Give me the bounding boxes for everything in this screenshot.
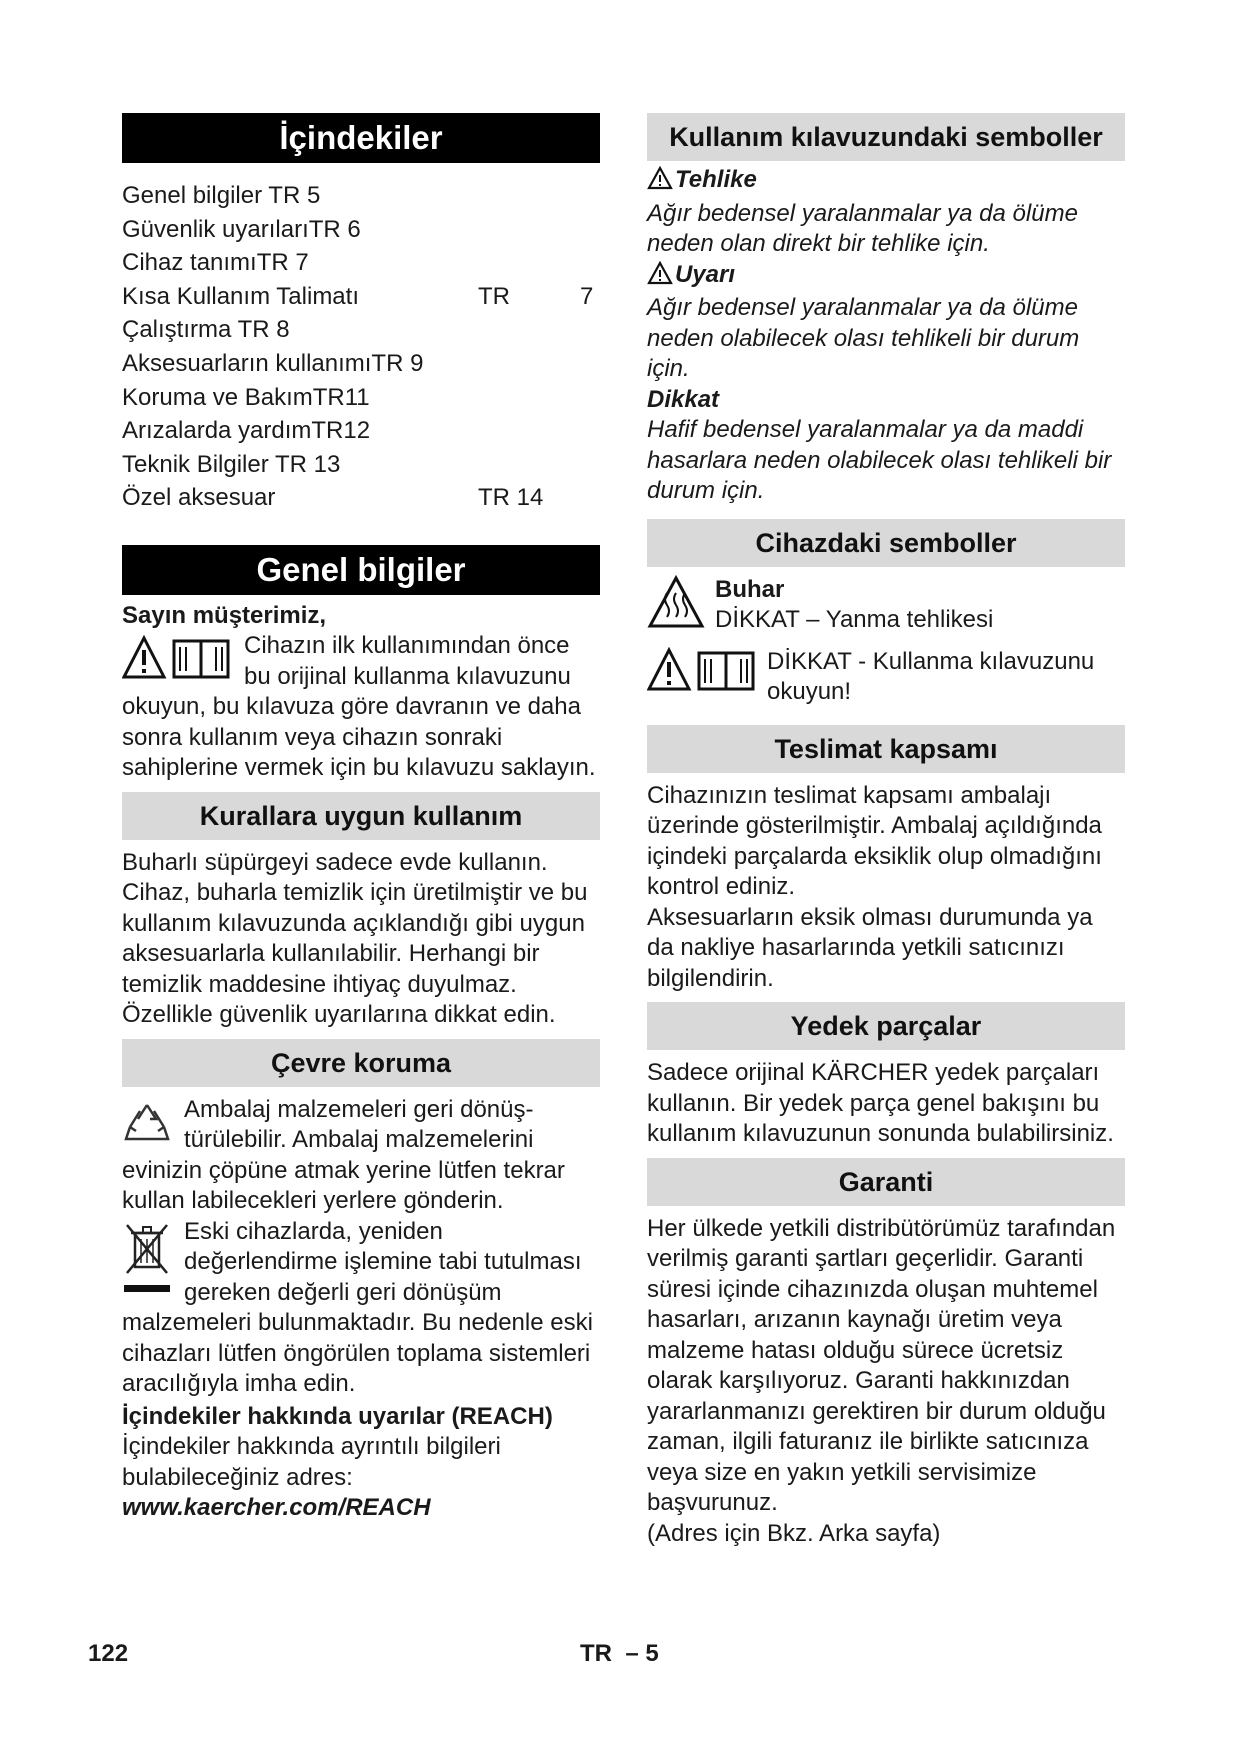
- read-manual-symbol-row: [647, 647, 1125, 707]
- toc-item[interactable]: Çalıştırma TR 8: [122, 316, 290, 344]
- warranty-note: (Adres için Bkz. Arka sayfa): [647, 1519, 941, 1547]
- recycle-icon: [122, 1101, 172, 1150]
- environment-heading: Çevre koruma: [122, 1039, 600, 1087]
- spare-parts-text: Sadece orijinal KÄRCHER yedek parçaları kullanın. Bir yedek parça genel bakışını bu kullanım kılavuzunun sonunda bulabilirsiniz.: [647, 1059, 1114, 1147]
- toc-item[interactable]: Koruma ve BakımTR11: [122, 383, 370, 411]
- salutation-text: Cihazın ilk kullanımından önce bu orijinal kullanma kılavuzunu okuyun, bu kılavuza göre davranın ve daha sonra kullanım veya cihazın sonraki sahiplerine vermek için bu kılavuzu saklayın.: [122, 632, 596, 782]
- toc-item[interactable]: Aksesuarların kullanımıTR 9: [122, 349, 424, 377]
- recycling-text: Eski cihazlarda, yeniden değerlendirme işlemine tabi tutulması gereken değerli geri dönüşüm malzemeleri bulunmaktadır. Bu nedenle eski cihazları lütfen öngörülen toplama sistemleri aracılığıyla imha edin.: [122, 1217, 593, 1398]
- table-of-contents: [122, 179, 600, 515]
- spare-parts-heading: Yedek parçalar: [647, 1002, 1125, 1050]
- warning-triangle-icon: [647, 166, 673, 199]
- toc-item[interactable]: Güvenlik uyarılarıTR 6: [122, 215, 361, 243]
- delivery-scope-text-2: Aksesuarların eksik olması durumunda ya da nakliye hasarlarında yetkili satıcınızı bilgilendirin.: [647, 903, 1093, 992]
- toc-item[interactable]: Arızalarda yardımTR12: [122, 417, 371, 445]
- manual-symbols-heading: Kullanım kılavuzundaki semboller: [647, 113, 1125, 161]
- delivery-scope-text: Cihazınızın teslimat kapsamı ambalajı üzerinde gösterilmiştir. Ambalaj açıldığında içindeki parçalarda eksiklik olup olmadığını kontrol ediniz.: [647, 781, 1102, 900]
- caution-label: Dikkat: [647, 385, 720, 413]
- page-number: 122: [88, 1640, 129, 1667]
- toc-item[interactable]: Genel bilgiler TR 5: [122, 182, 321, 209]
- device-symbols-heading: Cihazdaki semboller: [647, 519, 1125, 567]
- caution-text: Hafif bedensel yaralanmalar ya da maddi hasarlara neden olabilecek olası tehlikeli bir durum için.: [647, 416, 1112, 504]
- reach-heading: İçindekiler hakkında uyarılar (REACH): [122, 1402, 553, 1430]
- read-manual-icon: [122, 635, 232, 686]
- toc-item[interactable]: Kısa Kullanım Talimatı TR 7: [122, 282, 594, 310]
- danger-label: Tehlike: [647, 165, 1125, 199]
- delivery-scope-heading: Teslimat kapsamı: [647, 725, 1125, 773]
- reach-link[interactable]: www.kaercher.com/REACH: [122, 1494, 431, 1522]
- proper-use-heading: Kurallara uygun kullanım: [122, 792, 600, 840]
- right-column: [647, 113, 1125, 1549]
- warranty-heading: Garanti: [647, 1158, 1125, 1206]
- toc-item[interactable]: Cihaz tanımıTR 7: [122, 249, 309, 277]
- toc-heading: İçindekiler: [122, 113, 600, 163]
- warning-text: Ağır bedensel yaralanmalar ya da ölüme neden olabilecek olası tehlikeli bir durum için.: [647, 294, 1080, 382]
- proper-use-text: Buharlı süpürgeyi sadece evde kullanın. Cihaz, buharla temizlik için üretilmiştir ve bu kullanım kılavuzunda açıklandığı gibi uygun aksesuarlarla kullanılabilir. Herhangi bir temizlik maddesine ihtiyaç duyulmaz. Özellikle güvenlik uyarılarına dikkat edin.: [122, 848, 588, 1029]
- reach-text: İçindekiler hakkında ayrıntılı bilgileri bulabileceğiniz adres:: [122, 1433, 501, 1491]
- packaging-text: Ambalaj malzemeleri geri dönüş-türülebilir. Ambalaj malzemelerini evinizin çöpüne atmak yerine lütfen tekrar kullan labilecekleri yerlere gönderin.: [122, 1095, 565, 1215]
- danger-text: Ağır bedensel yaralanmalar ya da ölüme neden olan direkt bir tehlike için.: [647, 199, 1078, 257]
- footer-section: TR – 5: [580, 1640, 659, 1667]
- salutation: Sayın müşterimiz,: [122, 601, 327, 629]
- weee-bin-icon: [122, 1221, 172, 1300]
- left-column: [122, 113, 600, 1524]
- steam-label: Buhar: [715, 575, 785, 603]
- read-manual-icon: [647, 647, 757, 698]
- read-manual-text: DİKKAT - Kullanma kılavuzunu okuyun!: [767, 647, 1095, 705]
- steam-symbol-row: [647, 575, 1125, 635]
- general-info-heading: Genel bilgiler: [122, 545, 600, 595]
- steam-hazard-icon: [647, 575, 705, 634]
- steam-text: DİKKAT – Yanma tehlikesi: [715, 605, 994, 633]
- toc-item[interactable]: Özel aksesuar TR 14: [122, 484, 544, 512]
- toc-item[interactable]: Teknik Bilgiler TR 13: [122, 450, 341, 478]
- warning-triangle-icon: [647, 261, 673, 294]
- warranty-text: Her ülkede yetkili distribütörümüz tarafından verilmiş garanti şartları geçerlidir. Garanti süresi içinde cihazınızda oluşan muhtemel hasarları, arızanın kaynağı üretim veya malzeme hatası olduğu sürece ücretsiz olarak karşılıyoruz. Garanti hakkınızdan yararlanmanızı gerektiren bir durum olduğu zaman, ilgili faturanız ile birlikte satıcınıza veya size en yakın yetkili servisimize başvurunuz.: [647, 1214, 1116, 1516]
- warning-label: Uyarı: [647, 260, 1125, 294]
